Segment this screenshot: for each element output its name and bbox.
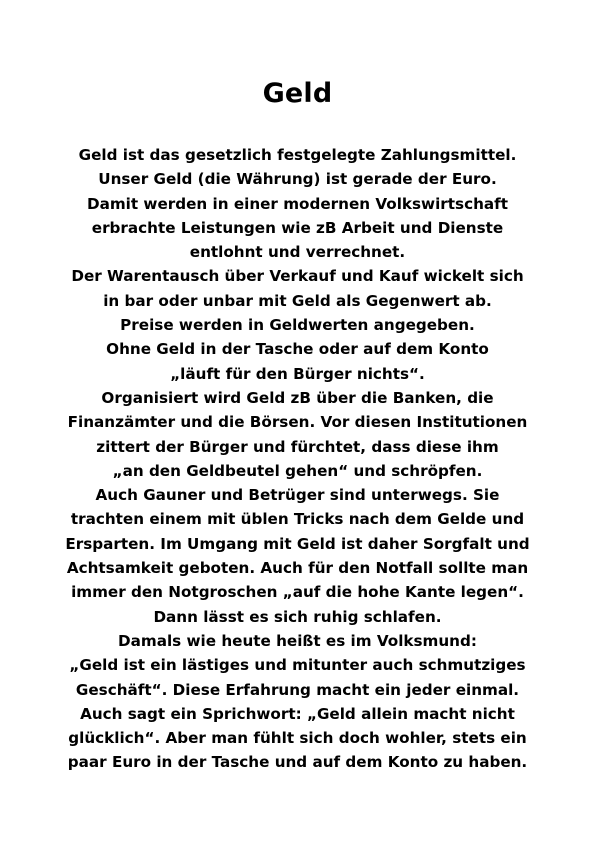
body-line: Auch sagt ein Sprichwort: „Geld allein macht nicht bbox=[80, 704, 515, 723]
body-line: Unser Geld (die Währung) ist gerade der Euro. bbox=[98, 170, 497, 189]
body-line: trachten einem mit üblen Tricks nach dem Gelde und bbox=[70, 510, 525, 529]
body-line: Damals wie heute heißt es im Volksmund: bbox=[118, 631, 477, 650]
body-line: in bar oder unbar mit Geld als Gegenwert ab. bbox=[103, 291, 492, 310]
body-line: immer den Notgroschen „auf die hohe Kante legen“. bbox=[71, 583, 524, 602]
body-line: Ersparten. Im Umgang mit Geld ist daher Sorgfalt und bbox=[65, 534, 530, 553]
body-line: zittert der Bürger und fürchtet, dass diese ihm bbox=[96, 437, 499, 456]
body-line: „Geld ist ein lästiges und mitunter auch schmutziges bbox=[69, 656, 526, 675]
body-line: Ohne Geld in der Tasche oder auf dem Konto bbox=[106, 340, 489, 359]
body-line: Achtsamkeit geboten. Auch für den Notfall sollte man bbox=[66, 559, 529, 578]
body-line: „an den Geldbeutel gehen“ und schröpfen. bbox=[112, 461, 483, 480]
body-line: paar Euro in der Tasche und auf dem Konto zu haben. bbox=[67, 753, 528, 772]
body-line: „läuft für den Bürger nichts“. bbox=[170, 364, 425, 383]
body-line: Der Warentausch über Verkauf und Kauf wickelt sich bbox=[71, 267, 524, 286]
document-title: Geld bbox=[262, 78, 333, 109]
body-line: Geld ist das gesetzlich festgelegte Zahlungsmittel. bbox=[78, 146, 517, 164]
body-line: Auch Gauner und Betrüger sind unterwegs. Sie bbox=[95, 486, 500, 505]
body-line: entlohnt und verrechnet. bbox=[189, 243, 406, 262]
body-line: Organisiert wird Geld zB über die Banken, die bbox=[101, 388, 494, 407]
body-line: Finanzämter und die Börsen. Vor diesen Institutionen bbox=[67, 413, 528, 432]
body-line: Geschäft“. Diese Erfahrung macht ein jeder einmal. bbox=[75, 680, 520, 699]
body-line: erbrachte Leistungen wie zB Arbeit und Dienste bbox=[91, 218, 504, 237]
body-line: Dann lässt es sich ruhig schlafen. bbox=[153, 607, 442, 626]
body-line: Damit werden in einer modernen Volkswirtschaft bbox=[86, 194, 509, 213]
body-line: glücklich“. Aber man fühlt sich doch wohler, stets ein bbox=[68, 729, 527, 748]
body-line: Preise werden in Geldwerten angegeben. bbox=[120, 316, 475, 335]
document-body bbox=[40, 143, 555, 775]
